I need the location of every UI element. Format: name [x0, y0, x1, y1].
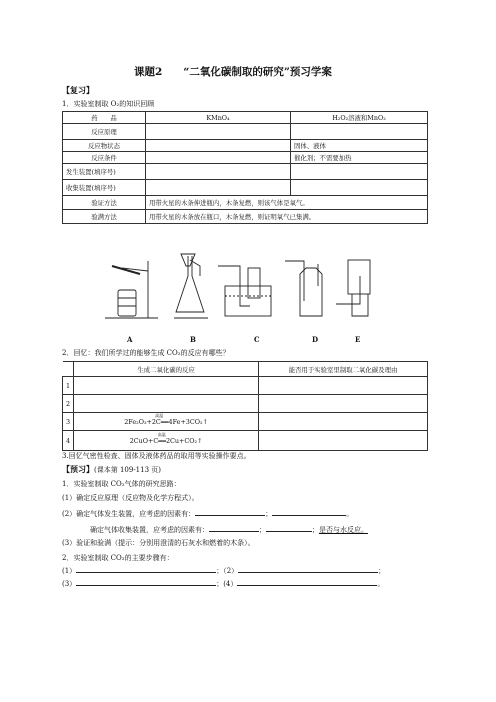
- cell: [74, 395, 259, 413]
- question-1: 1．实验室制取 O₂的知识回顾: [62, 100, 155, 108]
- cell: [74, 413, 259, 431]
- preview-note: (课本第 109-113 页): [94, 466, 161, 474]
- label-d: D: [312, 335, 319, 344]
- cell: [291, 180, 428, 196]
- cell: [146, 180, 291, 196]
- cell: [146, 152, 291, 164]
- cell: [259, 377, 428, 395]
- cell: [74, 431, 259, 451]
- blank[interactable]: [266, 531, 312, 532]
- preview-line: [62, 465, 161, 475]
- cell: 4: [63, 431, 74, 451]
- cell: 反应原理: [63, 124, 146, 140]
- cell: 2: [63, 395, 74, 413]
- cell: 反应物状态: [63, 140, 146, 152]
- preview-1-2a: (2）确定气体发生装置，应考虑的因素有： ； 。: [62, 510, 354, 518]
- label-c: C: [254, 335, 260, 344]
- label-b: B: [190, 335, 196, 344]
- preview-1-2a-text: (2）确定气体发生装置，应考虑的因素有：: [62, 510, 196, 518]
- blank[interactable]: [237, 585, 377, 586]
- step-4-label: (4）: [223, 580, 238, 588]
- question-2: 2．回忆：我们所学过的能够生成 CO₂的反应有哪些？: [62, 349, 230, 357]
- cell: 验满方法: [63, 210, 146, 224]
- preview-1-1: (1）确定反应原理（反应物及化学方程式）。: [62, 494, 199, 502]
- preview-header: 【预习】: [62, 464, 94, 474]
- label-a: A: [127, 335, 133, 344]
- cell: 1: [63, 377, 74, 395]
- reaction-condition: 高温: [155, 412, 164, 418]
- cell: 能否用于实验室里制取二氧化碳及理由: [259, 362, 428, 377]
- question-3: 3.回忆气密性检查、固体及液体药品的取用等实验操作要点。: [62, 452, 251, 460]
- co2-table: [62, 361, 428, 451]
- label-e: E: [355, 335, 361, 344]
- preview-1-2b: 确定气体收集装置，应考虑的因素有： ； ；是否与水反应。: [90, 526, 368, 534]
- preview-1: 1．实验室制取 CO₂气体的研究思路：: [62, 480, 181, 488]
- cell: [291, 164, 428, 180]
- cell: 用带火星的木条放在瓶口，木条复燃，则证明氧气已集满。: [146, 210, 428, 224]
- cell: 发生装置(填序号): [63, 164, 146, 180]
- cell: 生成二氧化碳的反应: [74, 362, 259, 377]
- cell: 3: [63, 413, 74, 431]
- blank[interactable]: [209, 531, 259, 532]
- review-header: 【复习】: [62, 85, 94, 95]
- cell: 固体、液体: [291, 140, 428, 152]
- apparatus-illustration: [100, 246, 390, 326]
- cell: [146, 164, 291, 180]
- cell: [146, 124, 291, 140]
- step-3-label: (3）: [62, 580, 77, 588]
- cell: 收集装置(填序号): [63, 180, 146, 196]
- cell: 用带火星的木条伸进瓶内，木条复燃，则该气体是氧气。: [146, 196, 428, 210]
- blank[interactable]: [195, 515, 265, 516]
- cell: 反应条件: [63, 152, 146, 164]
- preview-1-2b-tail: 是否与水反应。: [319, 526, 368, 534]
- cell: KMnO₄: [146, 112, 291, 124]
- page-title: 课题2 “二氧化碳制取的研究”预习学案: [134, 66, 332, 78]
- step-row-1: (1） ；（2） ；: [62, 567, 386, 575]
- reaction-equation: 2CuO+C══2Cu+CO₂↑: [129, 436, 203, 445]
- preview-1-2b-text: 确定气体收集装置，应考虑的因素有：: [90, 526, 209, 534]
- reaction-condition: 高温: [157, 431, 166, 437]
- step-row-2: (3） ；(4） 。: [62, 580, 385, 588]
- blank[interactable]: [272, 515, 346, 516]
- cell: 验证方法: [63, 196, 146, 210]
- cell: [259, 413, 428, 431]
- cell: [259, 395, 428, 413]
- cell: [146, 140, 291, 152]
- blank[interactable]: [238, 572, 378, 573]
- o2-table: [62, 111, 428, 224]
- cell: H₂O₂溶液和MnO₂: [291, 112, 428, 124]
- blank[interactable]: [76, 585, 216, 586]
- cell: [259, 431, 428, 451]
- cell: 催化剂；不需要加热: [291, 152, 428, 164]
- cell: [63, 362, 74, 377]
- preview-2: 2．实验室制取 CO₂的主要步骤有：: [62, 554, 174, 562]
- cell: 药 品: [63, 112, 146, 124]
- blank[interactable]: [76, 572, 216, 573]
- cell: [74, 377, 259, 395]
- cell: [291, 124, 428, 140]
- preview-1-3: (3）验证和验满（提示：分别用澄清的石灰水和燃着的木条）。: [62, 539, 255, 547]
- step-1-label: (1）: [62, 567, 77, 575]
- reaction-equation: 2Fe₂O₃+2C══4Fe+3CO₂↑: [124, 417, 208, 426]
